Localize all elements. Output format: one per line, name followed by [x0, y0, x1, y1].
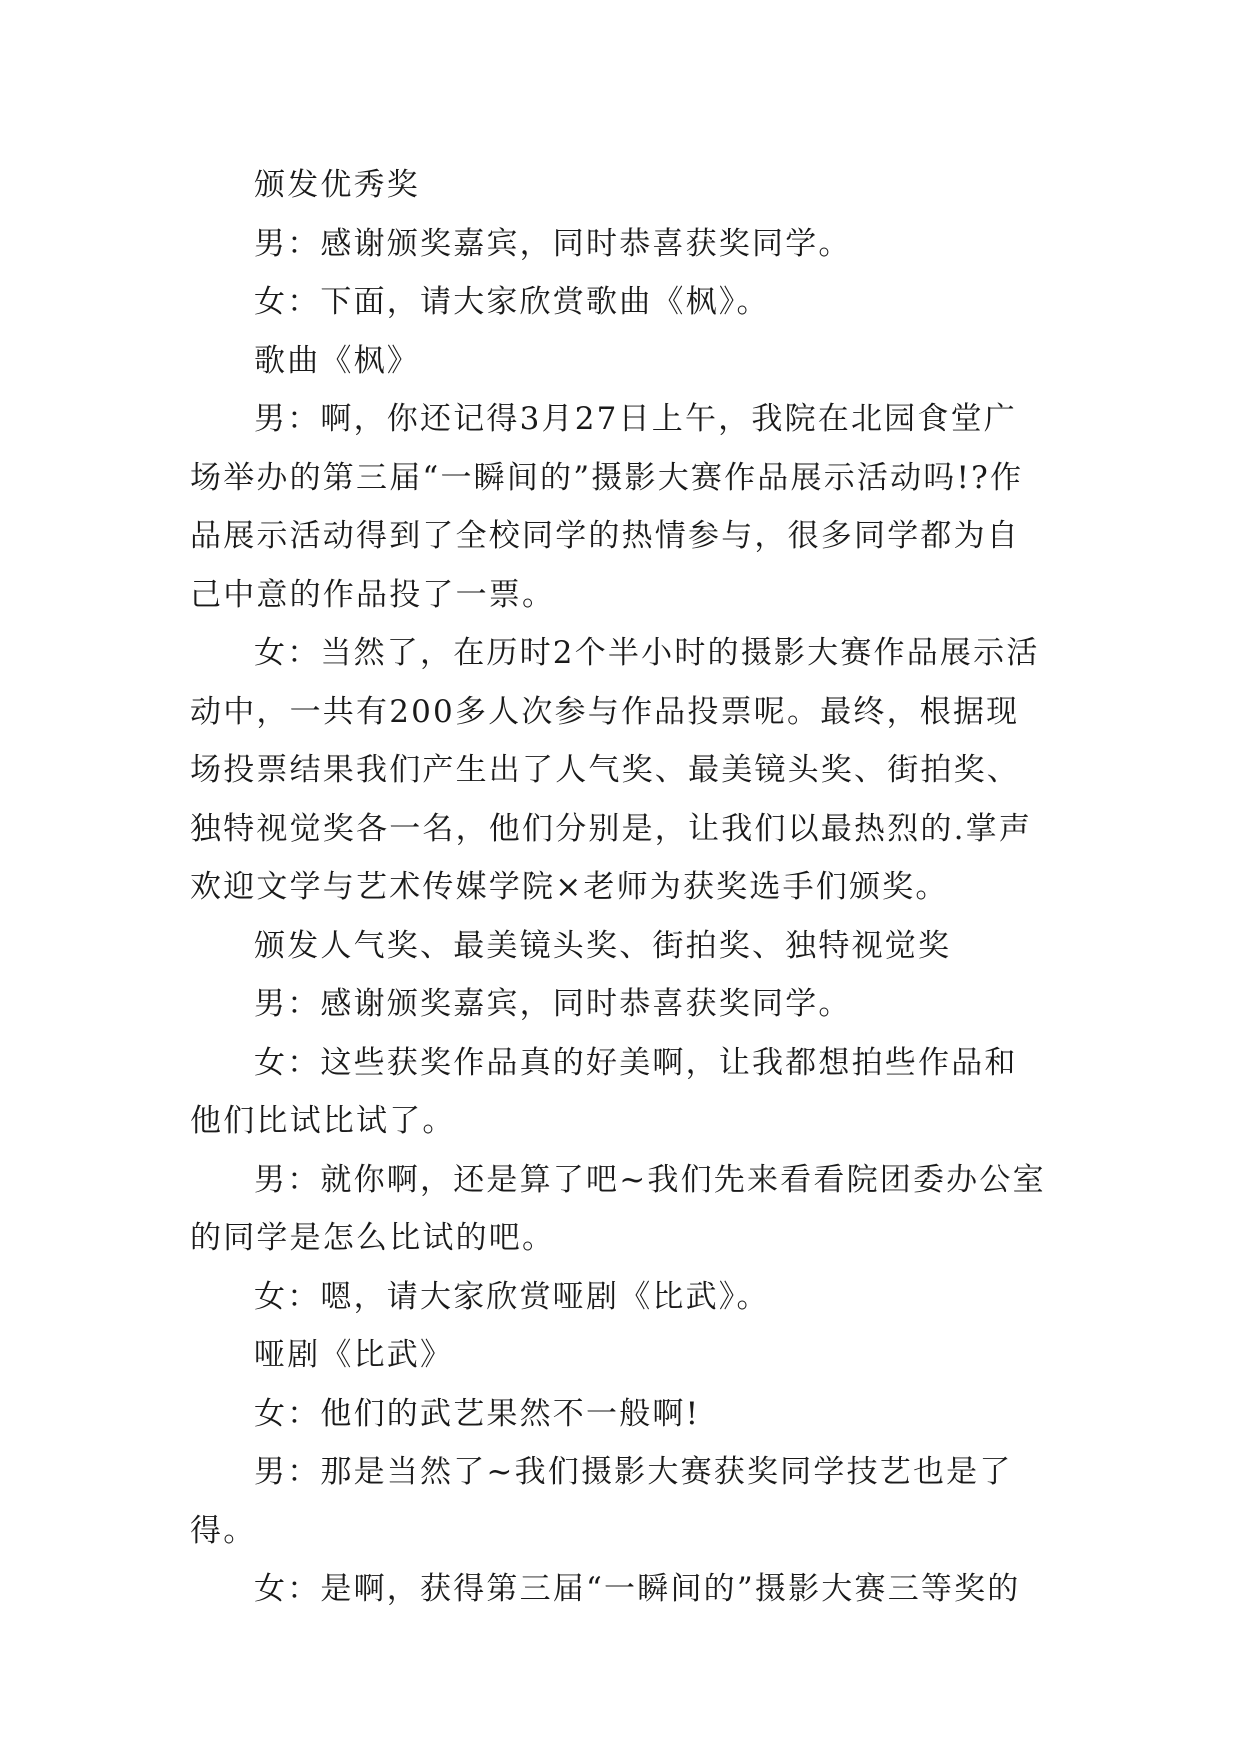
- paragraph-male-thanks-2: 男：感谢颁奖嘉宾，同时恭喜获奖同学。: [254, 986, 852, 1022]
- paragraph-female-third-prize: 女：是啊，获得第三届“一瞬间的”摄影大赛三等奖的: [254, 1571, 1021, 1607]
- paragraph-award-excellence: 颁发优秀奖: [254, 167, 420, 203]
- paragraph-female-song-intro: 女：下面，请大家欣赏歌曲《枫》。: [254, 284, 770, 320]
- paragraph-male-joke: 男：就你啊，还是算了吧~我们先来看看院团委办公室的同学是怎么比试的吧。: [190, 1161, 1046, 1256]
- paragraph-female-admire: 女：这些获奖作品真的好美啊，让我都想拍些作品和他们比试比试了。: [190, 1044, 1018, 1139]
- paragraph-male-skill: 男：那是当然了~我们摄影大赛获奖同学技艺也是了得。: [190, 1454, 1013, 1549]
- paragraph-mime-title: 哑剧《比武》: [254, 1337, 454, 1373]
- paragraph-female-voting: 女：当然了，在历时2个半小时的摄影大赛作品展示活动中，一共有200多人次参与作品投票呢。最终，根据现场投票结果我们产生出了人气奖、最美镜头奖、街拍奖、独特视觉奖各一名，他们分别是，让我们以最热烈的.掌声欢迎文学与艺术传媒学院×老师为获奖选手们颁奖。: [190, 635, 1040, 905]
- paragraph-male-photo-contest: 男：啊，你还记得3月27日上午，我院在北园食堂广场举办的第三届“一瞬间的”摄影大赛作品展示活动吗!?作品展示活动得到了全校同学的热情参与，很多同学都为自己中意的作品投了一票。: [190, 401, 1024, 613]
- paragraph-award-categories: 颁发人气奖、最美镜头奖、街拍奖、独特视觉奖: [254, 927, 952, 964]
- document-body: [190, 156, 1050, 1619]
- paragraph-song-title: 歌曲《枫》: [254, 342, 420, 379]
- paragraph-male-thanks-1: 男：感谢颁奖嘉宾，同时恭喜获奖同学。: [254, 225, 852, 262]
- paragraph-female-mime-intro: 女：嗯，请大家欣赏哑剧《比武》。: [254, 1278, 770, 1315]
- paragraph-female-praise: 女：他们的武艺果然不一般啊!: [254, 1395, 701, 1432]
